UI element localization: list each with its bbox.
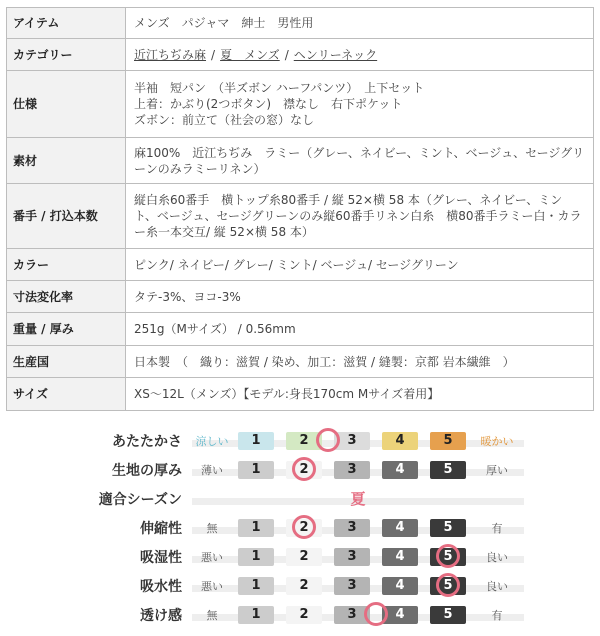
spec-row-size <box>7 378 594 411</box>
spec-value: タテ-3%、ヨコ-3% <box>126 281 594 313</box>
gauge-label: 伸縮性 <box>140 521 182 537</box>
spec-row-spec <box>7 71 594 138</box>
category-separator: / <box>284 47 289 62</box>
spec-row-yarn <box>7 184 594 249</box>
gauge-label: 適合シーズン <box>98 492 182 508</box>
gauge-level-5: 5 <box>430 606 466 624</box>
gauge-level-1: 1 <box>238 548 274 566</box>
gauge-high-label: 厚い <box>486 464 508 477</box>
spec-table <box>6 7 594 411</box>
spec-value: XS〜12L（メンズ）【モデル:身長170cm Mサイズ着用】 <box>126 378 594 411</box>
spec-label: 重量 / 厚み <box>7 313 126 346</box>
spec-line: 上着：かぶり(2つボタン) 襟なし 右下ポケット <box>134 97 403 111</box>
gauge-level-3: 3 <box>334 432 370 450</box>
spec-value <box>126 71 594 138</box>
spec-label: アイテム <box>7 8 126 39</box>
spec-label: 素材 <box>7 138 126 184</box>
gauge-marker <box>316 428 340 452</box>
gauge-label: 生地の厚み <box>112 463 182 479</box>
gauge-row-thickness <box>92 457 532 486</box>
gauge-level-2: 2 <box>286 432 322 450</box>
fabric-gauge-chart <box>92 428 532 631</box>
gauge-level-5: 5 <box>430 519 466 537</box>
spec-label: 仕様 <box>7 71 126 138</box>
gauge-label: 透け感 <box>140 608 182 624</box>
category-link[interactable]: 近江ちぢみ麻 <box>134 47 207 62</box>
gauge-level-4: 4 <box>382 461 418 479</box>
gauge-level-5: 5 <box>430 548 466 566</box>
spec-label: サイズ <box>7 378 126 411</box>
gauge-marker <box>292 515 316 539</box>
spec-label: 寸法変化率 <box>7 281 126 313</box>
gauge-level-4: 4 <box>382 577 418 595</box>
gauge-level-5: 5 <box>430 461 466 479</box>
spec-row-origin <box>7 346 594 378</box>
gauge-level-4: 4 <box>382 548 418 566</box>
gauge-level-3: 3 <box>334 577 370 595</box>
gauge-low-label: 涼しい <box>195 435 229 448</box>
gauge-level-2: 2 <box>286 577 322 595</box>
category-link[interactable]: ヘンリーネック <box>293 47 378 62</box>
spec-value <box>126 39 594 71</box>
gauge-level-4: 4 <box>382 519 418 537</box>
spec-line: 半袖 短パン （半ズボン ハーフパンツ） 上下セット <box>134 81 425 95</box>
gauge-high-label: 暖かい <box>480 435 514 448</box>
gauge-row-water <box>92 573 532 602</box>
gauge-high-label: 良い <box>486 551 508 564</box>
spec-value: 縦白糸60番手 横トップ糸80番手 / 縦 52×横 58 本（グレー、ネイビー、ミント、ベージュ、セージグリーンのみ縦60番手リネン白糸 横80番手ラミー白・カラー糸一本交互/ 縦 52×横 58 本） <box>126 184 594 249</box>
gauge-level-3: 3 <box>334 606 370 624</box>
gauge-low-label: 無 <box>206 609 218 622</box>
spec-row-weight <box>7 313 594 346</box>
gauge-low-label: 無 <box>206 522 218 535</box>
gauge-marker <box>292 457 316 481</box>
gauge-level-4: 4 <box>382 432 418 450</box>
spec-label: カラー <box>7 249 126 281</box>
gauge-marker <box>436 573 460 597</box>
gauge-label: 吸湿性 <box>140 550 182 566</box>
gauge-high-label: 有 <box>491 609 503 622</box>
season-value: 夏 <box>350 490 366 508</box>
gauge-level-5: 5 <box>430 577 466 595</box>
gauge-level-2: 2 <box>286 606 322 624</box>
spec-line: ズボン：前立て（社会の窓）なし <box>134 113 315 127</box>
spec-row-item <box>7 8 594 39</box>
gauge-level-3: 3 <box>334 519 370 537</box>
gauge-level-3: 3 <box>334 461 370 479</box>
category-link[interactable]: 夏 メンズ <box>220 47 280 62</box>
gauge-level-4: 4 <box>382 606 418 624</box>
gauge-level-1: 1 <box>238 606 274 624</box>
spec-label: カテゴリー <box>7 39 126 71</box>
gauge-high-label: 有 <box>491 522 503 535</box>
gauge-marker <box>436 544 460 568</box>
spec-value: ピンク/ ネイビー/ グレー/ ミント/ ベージュ/ セージグリーン <box>126 249 594 281</box>
gauge-row-stretch <box>92 515 532 544</box>
gauge-level-1: 1 <box>238 432 274 450</box>
spec-row-color <box>7 249 594 281</box>
gauge-low-label: 悪い <box>201 551 223 564</box>
spec-label: 生産国 <box>7 346 126 378</box>
gauge-level-1: 1 <box>238 461 274 479</box>
gauge-low-label: 薄い <box>201 464 223 477</box>
spec-row-material <box>7 138 594 184</box>
gauge-high-label: 良い <box>486 580 508 593</box>
gauge-level-1: 1 <box>238 577 274 595</box>
gauge-row-moisture <box>92 544 532 573</box>
spec-label: 番手 / 打込本数 <box>7 184 126 249</box>
category-separator: / <box>211 47 216 62</box>
spec-value: メンズ パジャマ 紳士 男性用 <box>126 8 594 39</box>
gauge-level-2: 2 <box>286 548 322 566</box>
gauge-level-2: 2 <box>286 461 322 479</box>
gauge-marker <box>364 602 388 626</box>
gauge-low-label: 悪い <box>201 580 223 593</box>
spec-row-category <box>7 39 594 71</box>
spec-value: 251g（Mサイズ） / 0.56mm <box>126 313 594 346</box>
gauge-label: 吸水性 <box>140 579 182 595</box>
gauge-level-5: 5 <box>430 432 466 450</box>
gauge-level-3: 3 <box>334 548 370 566</box>
gauge-label: あたたかさ <box>112 434 182 450</box>
spec-row-shrink <box>7 281 594 313</box>
gauge-level-2: 2 <box>286 519 322 537</box>
spec-value: 日本製 （ 織り：滋賀 / 染め、加工：滋賀 / 縫製：京都 岩本繊維 ） <box>126 346 594 378</box>
gauge-level-1: 1 <box>238 519 274 537</box>
spec-value: 麻100% 近江ちぢみ ラミー（グレー、ネイビー、ミント、ベージュ、セージグリーンのみラミーリネン） <box>126 138 594 184</box>
gauge-row-sheer <box>92 602 532 631</box>
gauge-row-warmth <box>92 428 532 457</box>
gauge-row-season <box>92 486 532 515</box>
